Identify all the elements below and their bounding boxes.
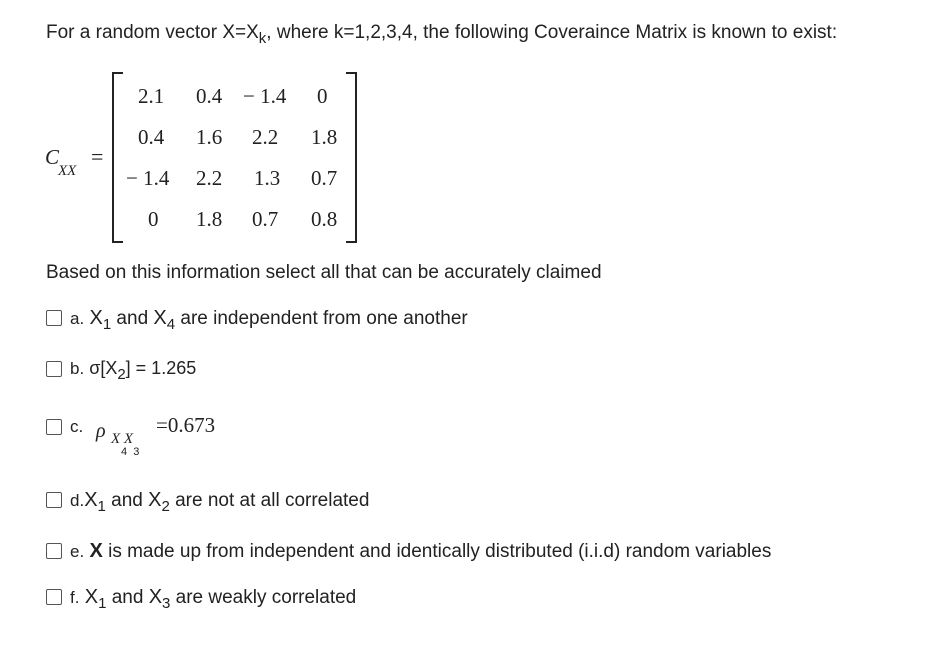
matrix-cell: 2.2 xyxy=(196,166,223,190)
matrix-cell: 0 xyxy=(148,207,159,231)
option-letter: c. xyxy=(70,417,84,436)
option-text: and xyxy=(106,587,149,608)
var-x: X xyxy=(148,586,163,608)
matrix-cell: 1.8 xyxy=(196,207,223,231)
var-subscript: 1 xyxy=(98,595,107,612)
matrix-cell: − 1.4 xyxy=(243,84,287,108)
option-e-label xyxy=(70,540,771,563)
matrix-cell: 0.4 xyxy=(196,84,223,108)
option-text: are not at all correlated xyxy=(169,490,370,511)
option-d-checkbox[interactable] xyxy=(46,492,62,508)
matrix-cell: 2.1 xyxy=(138,84,165,108)
option-letter: d. xyxy=(70,491,85,510)
matrix-cell: 0.7 xyxy=(311,166,338,190)
matrix-symbol: C xyxy=(45,145,60,169)
option-d-label xyxy=(70,489,370,515)
question-intro xyxy=(46,22,838,47)
var-subscript: 4 xyxy=(166,316,176,333)
matrix-subscript: XX xyxy=(58,163,77,179)
option-a-label xyxy=(70,307,468,333)
option-text: and xyxy=(111,308,154,329)
matrix-right-bracket xyxy=(346,72,357,243)
matrix-cell: − 1.4 xyxy=(126,166,170,190)
option-text: ] = 1.265 xyxy=(125,358,197,378)
option-letter: b. xyxy=(70,359,85,378)
option-c-checkbox[interactable] xyxy=(46,419,62,435)
option-letter: e. xyxy=(70,542,85,561)
rho-value: =0.673 xyxy=(156,413,216,437)
var-subscript: 1 xyxy=(97,498,106,515)
var-subscript: 2 xyxy=(161,498,170,515)
matrix-cell: 1.6 xyxy=(196,125,223,149)
var-x: X xyxy=(89,307,103,329)
matrix-equals: = xyxy=(91,144,104,169)
var-subscript: 1 xyxy=(102,316,112,333)
matrix-cell: 0.4 xyxy=(138,125,165,149)
option-text: are weakly correlated xyxy=(170,587,357,608)
intro-suffix: , where k=1,2,3,4, the following Coveraince Matrix is known to exist: xyxy=(266,22,838,43)
matrix-cell: 0 xyxy=(317,84,328,108)
matrix-cell: 1.8 xyxy=(311,125,338,149)
option-c-label xyxy=(70,416,83,438)
option-letter: a. xyxy=(70,309,85,328)
matrix-cell: 2.2 xyxy=(252,125,279,149)
option-text: is made up from independent and identically distributed (i.i.d) random variables xyxy=(102,541,772,562)
var-x: X xyxy=(148,489,162,511)
option-letter: f. xyxy=(70,588,80,607)
rho-sub-subscript: 4 3 xyxy=(121,446,140,458)
rho-symbol: ρ xyxy=(96,420,106,442)
sigma-expression: σ[X xyxy=(89,358,118,378)
option-text: are independent from one another xyxy=(175,308,468,329)
option-f-checkbox[interactable] xyxy=(46,589,62,605)
var-x-bold: X xyxy=(89,540,103,562)
matrix-cell: 0.8 xyxy=(311,207,338,231)
option-e-checkbox[interactable] xyxy=(46,543,62,559)
var-x: X xyxy=(84,586,99,608)
matrix-cell: 0.7 xyxy=(252,207,279,231)
intro-subscript: k xyxy=(258,30,267,47)
rho-subscript: X X xyxy=(111,431,134,447)
var-x: X xyxy=(153,307,167,329)
question-prompt: Based on this information select all that can be accurately claimed xyxy=(46,262,602,283)
option-b-label xyxy=(70,358,197,383)
var-x: X xyxy=(84,489,98,511)
var-subscript: 2 xyxy=(117,366,126,383)
matrix-cell: 1.3 xyxy=(254,166,281,190)
option-b-checkbox[interactable] xyxy=(46,361,62,377)
matrix-left-bracket xyxy=(112,72,123,243)
var-subscript: 3 xyxy=(162,595,171,612)
option-a-checkbox[interactable] xyxy=(46,310,62,326)
option-f-label xyxy=(70,586,357,612)
option-text: and xyxy=(105,490,149,511)
intro-prefix: For a random vector X=X xyxy=(46,22,259,43)
